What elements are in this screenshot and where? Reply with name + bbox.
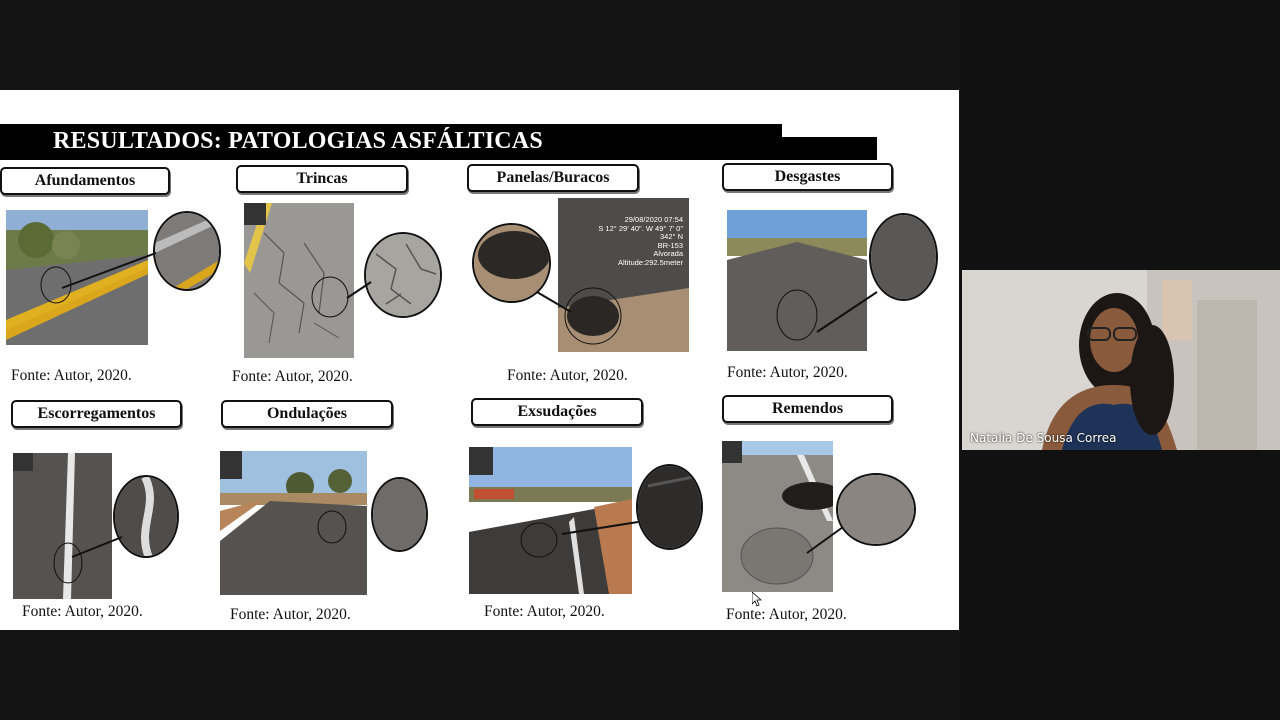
photo-panelas: [558, 198, 689, 352]
connector-line-1: [60, 250, 160, 290]
connector-line-2: [345, 280, 375, 300]
caption-ondulacoes: Fonte: Autor, 2020.: [230, 606, 351, 623]
participant-video-tile[interactable]: [962, 270, 1280, 450]
slide-title: RESULTADOS: PATOLOGIAS ASFÁLTICAS: [53, 128, 543, 154]
connector-line-3: [535, 290, 575, 315]
zoom-ondulacoes: [371, 477, 428, 552]
zoom-afundamentos: [153, 211, 221, 291]
stamp-city: Alvorada: [653, 249, 683, 258]
caption-trincas: Fonte: Autor, 2020.: [232, 368, 353, 385]
caption-escorregamentos: Fonte: Autor, 2020.: [22, 603, 143, 620]
label-afundamentos: Afundamentos: [0, 167, 170, 195]
stamp-coords: S 12° 29' 40". W 49° 7' 0": [598, 223, 683, 233]
caption-desgastes: Fonte: Autor, 2020.: [727, 364, 848, 381]
zoom-remendos: [836, 473, 916, 546]
connector-line-4: [815, 290, 880, 335]
participant-name: Natalia De Sousa Correa: [970, 431, 1117, 445]
zoom-desgastes: [869, 213, 938, 301]
zoom-exsudacoes: [636, 464, 703, 550]
caption-panelas: Fonte: Autor, 2020.: [507, 367, 628, 384]
label-trincas: Trincas: [236, 165, 408, 193]
caption-exsudacoes: Fonte: Autor, 2020.: [484, 603, 605, 620]
label-ondulacoes: Ondulações: [221, 400, 393, 428]
label-panelas-buracos: Panelas/Buracos: [467, 164, 639, 192]
label-desgastes: Desgastes: [722, 163, 893, 191]
stamp-heading: 342° N: [659, 232, 683, 241]
stamp-altitude: Altitude:292.5meter: [617, 257, 683, 267]
photo-trincas: [244, 203, 354, 358]
stamp-datetime: 29/08/2020 07:54: [624, 215, 683, 224]
photo-remendos: [722, 441, 833, 592]
caption-remendos: Fonte: Autor, 2020.: [726, 606, 847, 623]
photo-escorregamentos: [13, 453, 112, 599]
label-exsudacoes: Exsudações: [471, 398, 643, 426]
photo-ondulacoes: [220, 451, 367, 595]
connector-line-5: [70, 535, 125, 560]
connector-line-8: [805, 525, 845, 555]
caption-afundamentos: Fonte: Autor, 2020.: [11, 367, 132, 384]
title-bar-accent: [782, 137, 877, 160]
participant-video-feed: [962, 270, 1280, 450]
mouse-cursor-icon: [752, 592, 762, 607]
presentation-slide: [0, 90, 959, 630]
photo-stamp: [598, 216, 683, 267]
zoom-trincas: [364, 232, 442, 318]
stamp-road: BR-153: [657, 240, 683, 250]
connector-line-7: [560, 518, 640, 538]
label-remendos: Remendos: [722, 395, 893, 423]
label-escorregamentos: Escorregamentos: [11, 400, 182, 428]
